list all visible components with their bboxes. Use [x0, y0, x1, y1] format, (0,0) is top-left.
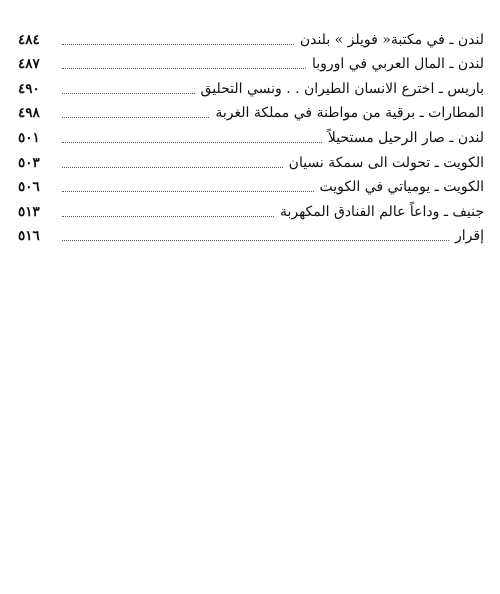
table-of-contents — [18, 26, 484, 247]
toc-entry-title: لندن ـ في مكتبة« فويلز » بلندن — [299, 31, 484, 48]
toc-entry-page: ٥٠١ — [18, 129, 40, 146]
dot-leader — [62, 216, 274, 217]
toc-entry — [18, 26, 484, 51]
dot-leader — [62, 167, 283, 168]
toc-entry-page: ٥٠٦ — [18, 179, 40, 196]
toc-entry-title: جنيف ـ وداعاً عالم الفنادق المكهربة — [279, 203, 484, 220]
toc-entry-title: لندن ـ المال العربي في اوروبا — [311, 56, 484, 73]
toc-entry-page: ٥١٣ — [18, 203, 40, 220]
dot-leader — [62, 240, 449, 241]
dot-leader — [62, 44, 294, 45]
toc-entry-page: ٥٠٣ — [18, 154, 40, 171]
toc-entry — [18, 174, 484, 199]
toc-entry-page: ٥١٦ — [18, 228, 40, 245]
toc-entry — [18, 149, 484, 174]
toc-entry — [18, 100, 484, 125]
dot-leader — [62, 117, 209, 118]
toc-entry-title: الكويت ـ تحولت الى سمكة نسيان — [288, 154, 484, 171]
dot-leader — [62, 191, 314, 192]
toc-entry-page: ٤٩٨ — [18, 105, 40, 122]
toc-entry-title: الكويت ـ يومياتي في الكويت — [319, 179, 484, 196]
dot-leader — [62, 93, 195, 94]
dot-leader — [62, 68, 306, 69]
toc-entry-title: باريس ـ اخترع الانسان الطيران . . ونسي التحليق — [200, 80, 484, 97]
toc-entry-page: ٤٨٧ — [18, 56, 40, 73]
toc-entry — [18, 75, 484, 100]
toc-entry-title: لندن ـ صار الرحيل مستحيلاً — [327, 129, 484, 146]
toc-entry — [18, 223, 484, 248]
toc-entry — [18, 124, 484, 149]
toc-entry — [18, 198, 484, 223]
toc-entry-page: ٤٩٠ — [18, 80, 40, 97]
toc-entry-title: إقرار — [455, 228, 484, 245]
toc-entry-title: المطارات ـ برقية من مواطنة في مملكة الغربة — [215, 105, 484, 122]
toc-entry — [18, 51, 484, 76]
dot-leader — [62, 142, 322, 143]
toc-entry-page: ٤٨٤ — [18, 31, 40, 48]
